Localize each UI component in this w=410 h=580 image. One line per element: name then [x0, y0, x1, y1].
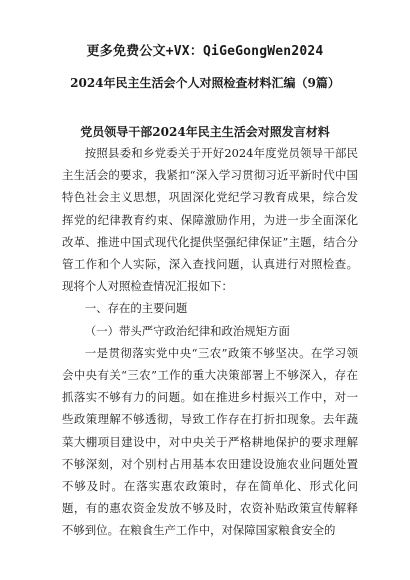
watermark-header: 更多免费公文+VX：QiGeGongWen2024	[86, 44, 324, 59]
heading-level-1: 一、存在的主要问题	[84, 301, 188, 316]
section-title: 党员领导干部2024年民主生活会对照发言材料	[80, 125, 330, 139]
intro-paragraph: 按照县委和乡党委关于开好2024年度党员领导干部民主生活会的要求，我紧扣“深入学习贯彻习近平新时代中国特色社会主义思想，巩固深化党纪学习教育成果，综合发挥党的纪律教育约束、保障激励作用，为进一步全面深化改革、推进中国式现代化提供坚强纪律保证”主题，结合分管工作和个人实际，深入查找问题，认真进行对照检查。现将个人对照检查情况汇报如下：	[62, 146, 358, 294]
document-title: 2024年民主生活会个人对照检查材料汇编（9篇）	[70, 76, 340, 90]
document-body	[62, 142, 358, 542]
heading-level-2: （一）带头严守政治纪律和政治规矩方面	[84, 323, 290, 338]
body-paragraph: 一是贯彻落实党中央“三农”政策不够坚决。在学习领会中央有关“三农”工作的重大决策部署上不够深入，存在抓落实不够有力的问题。如在推进乡村振兴工作中，对一些政策理解不够透彻，导致工作存在打折扣现象。去年蔬菜大棚项目建设中，对中央关于严格耕地保护的要求理解不够深刻，对个别村占用基本农田建设设施农业问题处置不够及时。在落实惠农政策时，存在简单化、形式化问题，有的惠农资金发放不够及时，农资补贴政策宣传解释不够到位。在粮食生产工作中，对保障国家粮食安全的	[62, 345, 358, 538]
